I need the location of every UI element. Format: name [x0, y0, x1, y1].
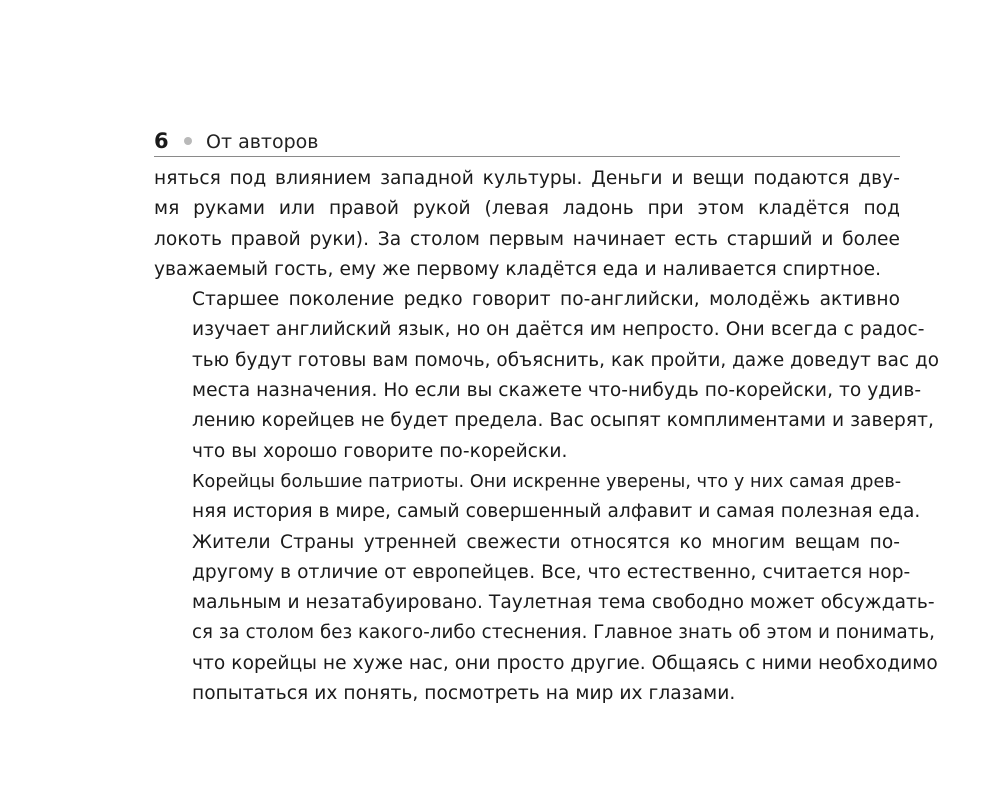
text-line: лению корейцев не будет предела. Вас осыпят комплиментами и заверят, — [192, 410, 934, 432]
page-number: 6 — [154, 129, 169, 153]
paragraph-3 — [154, 467, 921, 528]
paragraph-2 — [154, 285, 940, 467]
text-line: няя история в мире, самый совершенный алфавит и самая полезная еда. — [192, 501, 921, 523]
text-line: другому в отличие от европейцев. Все, что естественно, считается нор- — [192, 561, 911, 583]
text-line: места назначения. Но если вы скажете что-нибудь по-корейски, то удив- — [192, 380, 922, 402]
text-line: Жители Страны утренней свежести относятся ко многим вещам по- — [192, 531, 900, 553]
body-text — [154, 164, 940, 709]
text-line: мальным и незатабуировано. Таулетная тема свободно может обсуждать- — [192, 592, 935, 614]
running-head — [154, 126, 900, 157]
section-title: От авторов — [206, 131, 319, 153]
text-line: что вы хорошо говорите по-корейски. — [192, 440, 568, 462]
bullet-separator-icon — [184, 137, 192, 145]
text-line: мя руками или правой рукой (левая ладонь при этом кладётся под — [154, 198, 900, 220]
text-line: тью будут готовы вам помочь, объяснить, как пройти, даже доведут вас до — [192, 349, 940, 371]
book-page — [154, 126, 940, 709]
paragraph-4 — [154, 528, 938, 710]
text-line: что корейцы не хуже нас, они просто другие. Общаясь с ними необходимо — [192, 652, 938, 674]
text-line: Старшее поколение редко говорит по-английски, молодёжь активно — [192, 289, 900, 311]
paragraph-1 — [154, 164, 900, 285]
text-line: уважаемый гость, ему же первому кладётся еда и наливается спиртное. — [154, 258, 882, 280]
text-line: изучает английский язык, но он даётся им непросто. Они всегда с радос- — [192, 319, 925, 341]
text-line: няться под влиянием западной культуры. Деньги и вещи подаются дву- — [154, 168, 900, 189]
text-line: локоть правой руки). За столом первым начинает есть старший и более — [154, 228, 900, 250]
text-line: Корейцы большие патриоты. Они искренне уверены, что у них самая древ- — [192, 471, 902, 492]
text-line: попытаться их понять, посмотреть на мир их глазами. — [192, 683, 736, 705]
text-line: ся за столом без какого-либо стеснения. Главное знать об этом и понимать, — [192, 622, 935, 644]
